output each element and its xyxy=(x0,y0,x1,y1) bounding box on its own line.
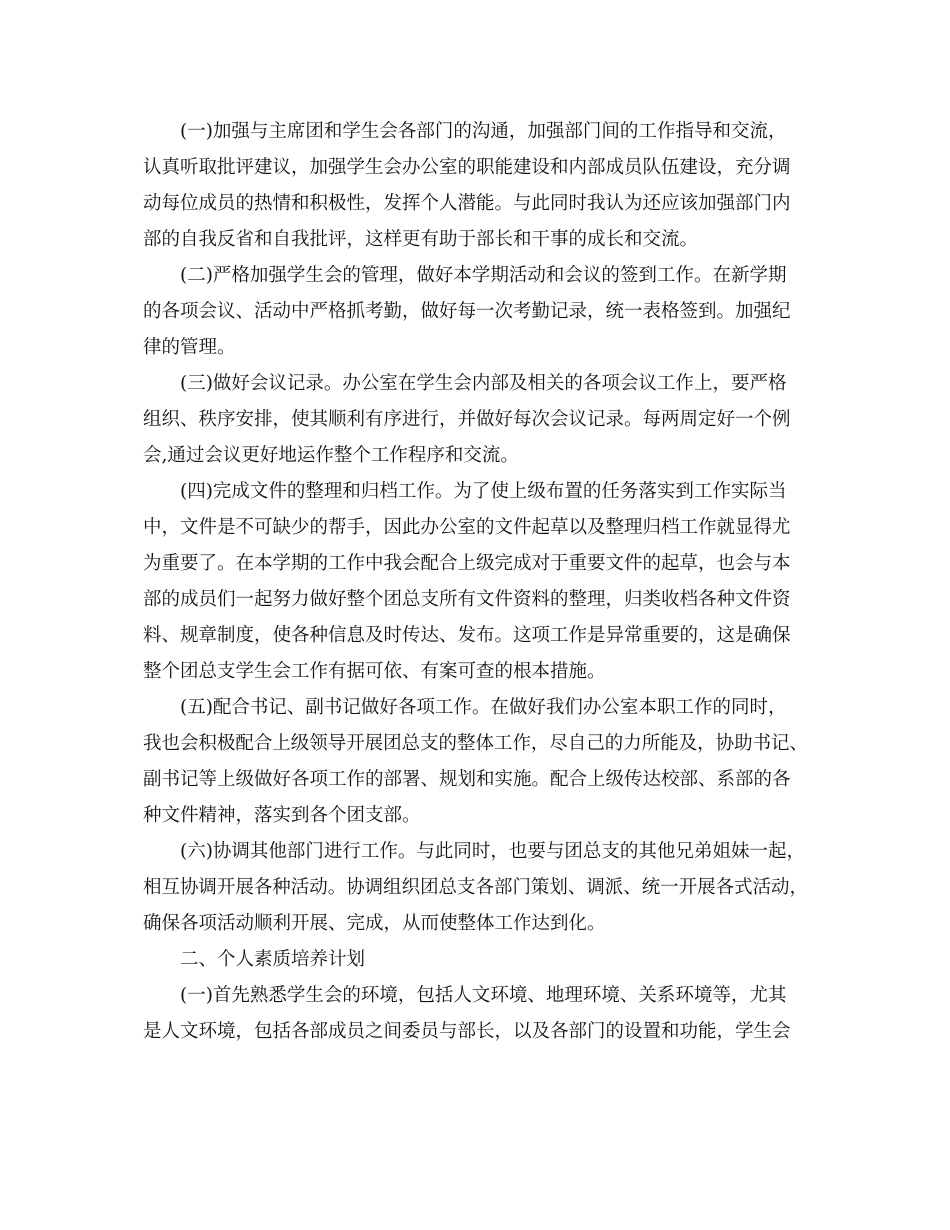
section-heading xyxy=(0,942,950,978)
text-line xyxy=(0,978,950,1014)
text-line xyxy=(0,870,950,906)
text-line xyxy=(0,258,950,294)
text-line xyxy=(0,798,950,834)
text-line xyxy=(0,546,950,582)
line-text: 为重要了。在本学期的工作中我会配合上级完成对于重要文件的起草，也会与本 xyxy=(143,553,791,574)
line-text: 会,通过会议更好地运作整个工作程序和交流。 xyxy=(143,445,519,466)
line-text: 种文件精神，落实到各个团支部。 xyxy=(143,805,421,826)
text-line xyxy=(0,726,950,762)
line-text: 二、个人素质培养计划 xyxy=(180,949,366,970)
text-line xyxy=(0,510,950,546)
line-text: 料、规章制度，使各种信息及时传达、发布。这项工作是异常重要的，这是确保 xyxy=(143,625,791,646)
text-line xyxy=(0,222,950,258)
text-line xyxy=(0,474,950,510)
text-line xyxy=(0,690,950,726)
text-line xyxy=(0,654,950,690)
line-text: 律的管理。 xyxy=(143,337,236,358)
text-line xyxy=(0,402,950,438)
line-text: 我也会积极配合上级领导开展团总支的整体工作，尽自己的力所能及，协助书记、 xyxy=(143,733,809,754)
line-text: (六)协调其他部门进行工作。与此同时，也要与团总支的其他兄弟姐妹一起， xyxy=(180,841,805,862)
text-line xyxy=(0,366,950,402)
line-text: 组织、秩序安排，使其顺利有序进行，并做好每次会议记录。每两周定好一个例 xyxy=(143,409,791,430)
line-text: 副书记等上级做好各项工作的部署、规划和实施。配合上级传达校部、系部的各 xyxy=(143,769,791,790)
line-text: (一)首先熟悉学生会的环境，包括人文环境、地理环境、关系环境等，尤其 xyxy=(180,985,787,1006)
line-text: 整个团总支学生会工作有据可依、有案可查的根本措施。 xyxy=(143,661,606,682)
line-text: 部的成员们一起努力做好整个团总支所有文件资料的整理，归类收档各种文件资 xyxy=(143,589,791,610)
text-line xyxy=(0,582,950,618)
line-text: 是人文环境，包括各部成员之间委员与部长，以及各部门的设置和功能，学生会 xyxy=(143,1021,791,1042)
line-text: 中，文件是不可缺少的帮手，因此办公室的文件起草以及整理归档工作就显得尤 xyxy=(143,517,791,538)
line-text: (五)配合书记、副书记做好各项工作。在做好我们办公室本职工作的同时， xyxy=(180,697,787,718)
line-text: 认真听取批评建议，加强学生会办公室的职能建设和内部成员队伍建设，充分调 xyxy=(143,157,791,178)
text-line xyxy=(0,186,950,222)
text-line xyxy=(0,294,950,330)
text-line xyxy=(0,906,950,942)
line-text: (一)加强与主席团和学生会各部门的沟通，加强部门间的工作指导和交流， xyxy=(180,121,787,142)
line-text: 相互协调开展各种活动。协调组织团总支各部门策划、调派、统一开展各式活动， xyxy=(143,877,809,898)
line-text: 的各项会议、活动中严格抓考勤，做好每一次考勤记录，统一表格签到。加强纪 xyxy=(143,301,791,322)
line-text: 动每位成员的热情和积极性，发挥个人潜能。与此同时我认为还应该加强部门内 xyxy=(143,193,791,214)
text-line xyxy=(0,438,950,474)
line-text: 部的自我反省和自我批评，这样更有助于部长和干事的成长和交流。 xyxy=(143,229,699,250)
text-line xyxy=(0,1014,950,1050)
text-line xyxy=(0,618,950,654)
text-line xyxy=(0,114,950,150)
text-line xyxy=(0,834,950,870)
text-line xyxy=(0,762,950,798)
text-line xyxy=(0,150,950,186)
line-text: (二)严格加强学生会的管理，做好本学期活动和会议的签到工作。在新学期 xyxy=(180,265,787,286)
line-text: (三)做好会议记录。办公室在学生会内部及相关的各项会议工作上，要严格 xyxy=(180,373,787,394)
line-text: 确保各项活动顺利开展、完成，从而使整体工作达到化。 xyxy=(143,913,606,934)
text-line xyxy=(0,330,950,366)
line-text: (四)完成文件的整理和归档工作。为了使上级布置的任务落实到工作实际当 xyxy=(180,481,787,502)
